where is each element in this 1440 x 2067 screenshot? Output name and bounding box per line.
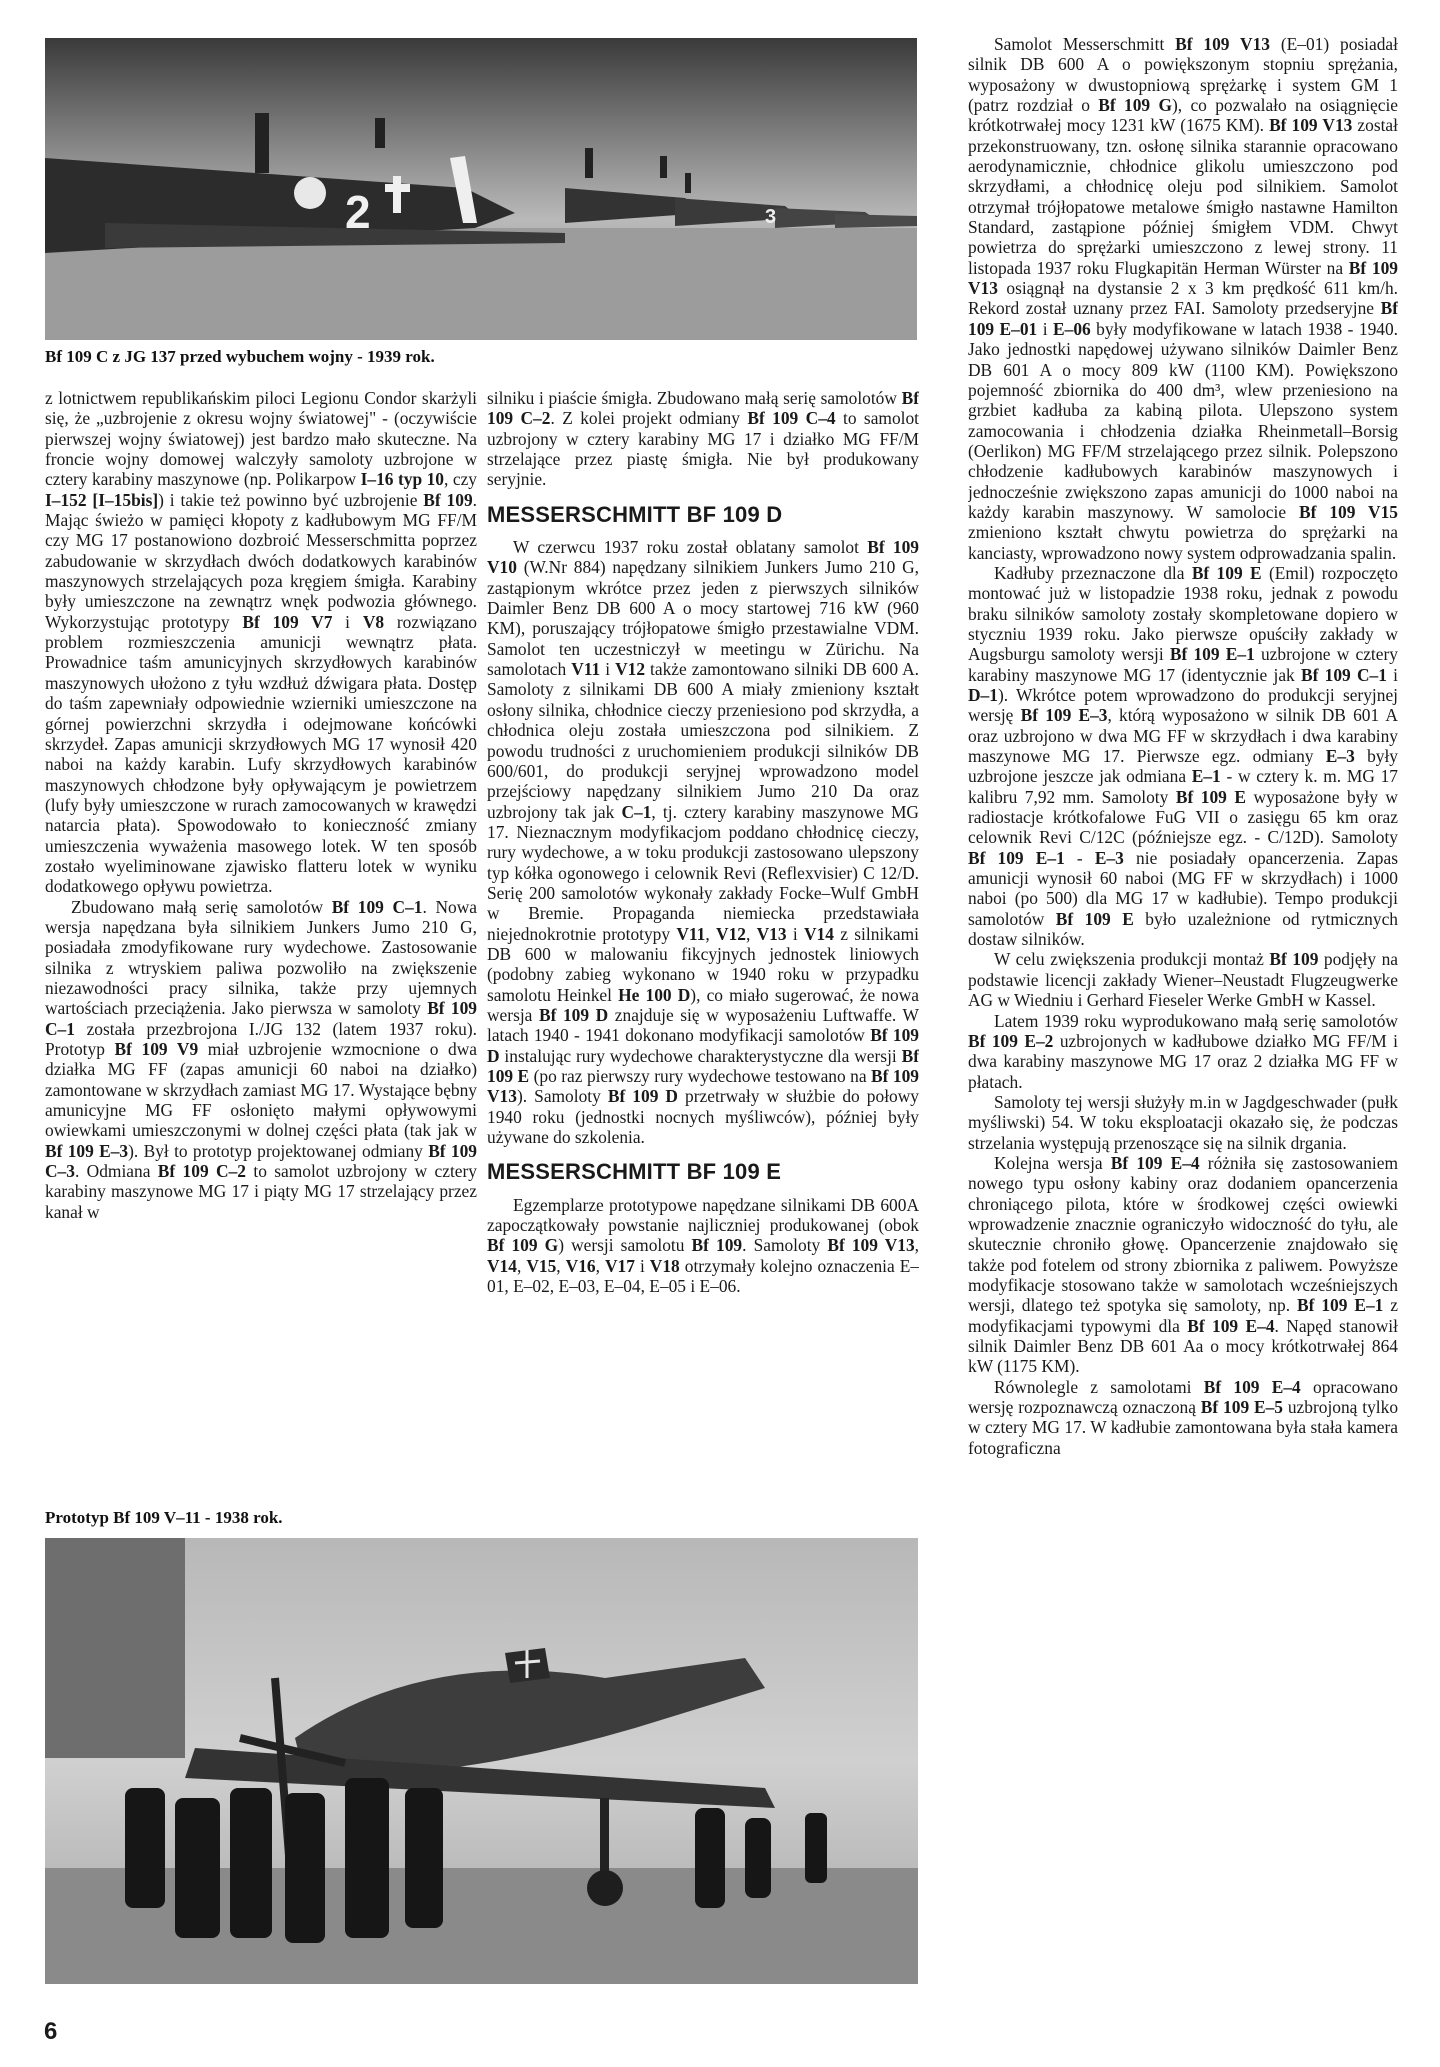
bold-term: Bf 109 C–2 [157, 1161, 246, 1182]
bold-term: Bf 109 E–4 [1187, 1315, 1275, 1336]
bold-term: Bf 109 C–1 [331, 896, 423, 917]
bold-term: Bf 109 C–3 [45, 1140, 477, 1182]
bold-term: Bf 109 D [607, 1086, 678, 1107]
bold-term: V14 [804, 923, 834, 944]
bold-term: Bf 109 E [1191, 562, 1262, 583]
bold-term: Bf 109 C–4 [747, 408, 836, 429]
bold-term: V11 [571, 659, 601, 680]
bold-term: V16 [565, 1255, 596, 1276]
bold-term: E–3 [1325, 746, 1355, 767]
paragraph: Kolejna wersja Bf 109 E–4 różniła się zastosowaniem nowego typu osłony kabiny oraz dodaniem opancerzenia chroniącego pilota, które w środkowej części owiewki wprowadzenie znacznie ograniczyło widoczność do tyłu, ale skutecznie chroniło głowę. Opancerzenie znajdowało się także pod fotelem od strony zbiornika z paliwem. Powyższe modyfikacje stosowano także w samolotach wcześniejszych wersji, dlatego też spotyka się samoloty, np. Bf 109 E–1 z modyfikacjami typowymi dla Bf 109 E–4. Napęd stanowił silnik Daimler Benz DB 601 Aa o mocy krótkotrwałej 864 kW (1175 KM). [968, 1152, 1398, 1377]
bold-term: V15 [526, 1255, 557, 1276]
bold-term: Bf 109 [691, 1235, 743, 1256]
section-heading-bf109d: MESSERSCHMITT BF 109 D [487, 501, 783, 527]
text-column-2 [487, 388, 919, 1514]
paragraph: Egzemplarze prototypowe napędzane silnikami DB 600A zapoczątkowały powstanie najliczniej produkowanej (obok Bf 109 G) wersji samolotu Bf 109. Samoloty Bf 109 V13, V14, V15, V16, V17 i V18 otrzymały kolejno oznaczenia E–01, E–02, E–03, E–04, E–05 i E–06. [487, 1194, 919, 1297]
bold-term: V12 [716, 923, 746, 944]
bold-term: Bf 109 V13 [968, 257, 1398, 299]
bold-term: Bf 109 E–3 [1020, 705, 1108, 726]
bold-term: Bf 109 V9 [114, 1039, 199, 1059]
bold-term: Bf 109 E–2 [968, 1030, 1054, 1051]
paragraph: Zbudowano małą serię samolotów Bf 109 C–1. Nowa wersja napędzana była silnikiem Junkers Jumo 210 G, posiadała zmodyfikowane rury wydechowe. Zastosowanie silnika z wtryskiem paliwa pozwoliło na zwiększenie niezawodności pracy silnika, także przy ujemnych wartościach przeciążenia. Jako pierwsza w samoloty Bf 109 C–1 została przezbrojona I./JG 132 (latem 1937 roku). Prototyp Bf 109 V9 miał uzbrojenie wzmocnione o dwa działka MG FF (zapas amunicji 60 naboi na działko) zamontowane w skrzydłach zamiast MG 17. Wystające bębny amunicyjne MG FF osłonięto małymi opływowymi owiewkami umieszczonymi w dolnej części płata (tak jak w Bf 109 E–3). Był to prototyp projektowanej odmiany Bf 109 C–3. Odmiana Bf 109 C–2 to samolot uzbrojony w cztery karabiny maszynowe MG 17 i piąty MG 17 strzelający przez kanał w [45, 896, 477, 1222]
svg-text:3: 3 [765, 206, 777, 228]
text-column-3 [968, 34, 1398, 2034]
bold-term: Bf 109 [423, 489, 473, 510]
bold-term: Bf 109 E [487, 1045, 919, 1086]
bold-term: Bf 109 V10 [487, 537, 919, 578]
bold-term: E–3 [1094, 847, 1124, 868]
paragraph: Latem 1939 roku wyprodukowano małą serię samolotów Bf 109 E–2 uzbrojonych w kadłubowe działko MG FF/M i dwa karabiny maszynowe MG 17 oraz 2 działka MG FF w płatach. [968, 1010, 1398, 1092]
bold-term: Bf 109 E–1 [968, 847, 1065, 868]
bold-term: Bf 109 D [538, 1004, 609, 1025]
bold-term: Bf 109 V13 [1175, 34, 1270, 54]
paragraph: W czerwcu 1937 roku został oblatany samolot Bf 109 V10 (W.Nr 884) napędzany silnikiem Junkers Jumo 210 G, zastąpionym wkrótce przez jeden z pierwszych silników Daimler Benz DB 600 A o mocy startowej 716 kW (960 KM), poruszający trójłopatowe śmigło przestawialne VDM. Samolot ten uczestniczył w meetingu w Zürichu. Na samolotach V11 i V12 także zamontowano silniki DB 600 A. Samoloty z silnikami DB 600 A miały zmieniony kształt osłony silnika, chłodnice cieczy przeniesiono pod skrzydła, a chłodnica oleju została umieszczona pod silnikiem. Z powodu trudności z uruchomieniem produkcji silników DB 600/601, do produkcji seryjnej wprowadzono model przejściowy napędzany silnikiem Jumo 210 Da oraz uzbrojony tak jak C–1, tj. cztery karabiny maszynowe MG 17. Nieznacznym modyfikacjom poddano chłodnicę cieczy, rury wydechowe, a w toku produkcji zastosowano ulepszony typ kółka ogonowego i celownik Revi (Reflexvisier) C 12/D. Serię 200 samolotów wykonały zakłady Focke–Wulf GmbH w Bremie. Propaganda niemiecka przedstawiała niejednokrotnie prototypy V11, V12, V13 i V14 z silnikami DB 600 w malowaniu fikcyjnych jednostek liniowych (podobny zabieg wykonano w 1940 roku w przypadku samolotu Heinkel He 100 D), co miało sugerować, że nowa wersja Bf 109 D znajduje się w wyposażeniu Luftwaffe. W latach 1940 - 1941 dokonano modyfikacji samolotów Bf 109 D instalując rury wydechowe charakterystyczne dla wersji Bf 109 E (po raz pierwszy rury wydechowe testowano na Bf 109 V13). Samoloty Bf 109 D przetrwały w służbie do połowy 1940 roku (jednostki nocnych myśliwców), później były używane do szkolenia. [487, 537, 919, 1148]
bold-term: Bf 109 V13 [1269, 115, 1353, 136]
bold-term: Bf 109 E–1 [1297, 1295, 1384, 1316]
bold-term: Bf 109 G [1098, 95, 1172, 116]
bold-term: I–16 typ 10 [360, 469, 445, 490]
paragraph: silniku i piaście śmigła. Zbudowano małą serię samolotów Bf 109 C–2. Z kolei projekt odmiany Bf 109 C–4 to samolot uzbrojony w cztery karabiny MG 17 i działko MG FF/M strzelające przez piastę śmigła. Nie był produkowany seryjnie. [487, 388, 919, 490]
photo-bf109-v11-illustration [45, 1538, 918, 1984]
paragraph: z lotnictwem republikańskim piloci Legionu Condor skarżyli się, że „uzbrojenie z okresu wojny światowej" - (oczywiście pierwszej wojny światowej) jest bardzo mało skuteczne. Na froncie wojny domowej walczyły samoloty uzbrojone w cztery karabiny maszynowe (np. Polikarpow I–16 typ 10, czy I–152 [I–15bis]) i takie też powinno być uzbrojenie Bf 109. Mając świeżo w pamięci kłopoty z kadłubowym MG FF/M czy MG 17 postanowiono dozbroić Messerschmitta poprzez zabudowanie w skrzydłach dwóch dodatkowych karabinów maszynowych strzelających poza kręgiem śmigła. Karabiny były umieszczone na zewnątrz wnęk podwozia głównego. Wykorzystując prototypy Bf 109 V7 i V8 rozwiązano problem rozmieszczenia amunicji wewnątrz płata. Prowadnice taśm amunicyjnych skrzydłowych karabinów maszynowych ułożono z tyłu wzdłuż dźwigara płata. Dostęp do taśm zapewniały odpowiednie wzierniki umieszczone na górnej powierzchni skrzydła i odejmowane końcówki skrzydeł. Zapas amunicji skrzydłowych MG 17 wynosił 420 naboi na każdy karabin. Lufy skrzydłowych karabinów maszynowych chłodzone były opływającym je powietrzem (lufy były umieszczone w rurach zamocowanych w krawędzi natarcia płata). Spowodowało to konieczność zmiany umieszczenia wyważenia masowego lotek. W ten sposób zostało wyeliminowane zjawisko flatteru lotek w wyniku dodatkowego opływu powietrza. [45, 388, 477, 897]
section-heading-bf109e: MESSERSCHMITT BF 109 E [487, 1159, 782, 1185]
bold-term: Bf 109 V7 [242, 611, 333, 632]
bold-term: Bf 109 V15 [1298, 501, 1398, 522]
bold-term: Bf 109 V13 [487, 1066, 919, 1107]
paragraph: Kadłuby przeznaczone dla Bf 109 E (Emil) rozpoczęto montować już w listopadzie 1938 roku, jednak z powodu braku silników samoloty zostały skompletowane dopiero w styczniu 1939 roku. Jako pierwsze opuściły zakłady w Augsburgu samoloty wersji Bf 109 E–1 uzbrojone w cztery karabiny maszynowe MG 17 (identycznie jak Bf 109 C–1 i D–1). Wkrótce potem wprowadzono do produkcji seryjnej wersję Bf 109 E–3, którą wyposażono w silnik DB 601 A oraz uzbrojono w dwa MG FF w skrzydłach i dwa karabiny maszynowe MG 17. Pierwsze egz. odmiany E–3 były uzbrojone jeszcze jak odmiana E–1 - w cztery k. m. MG 17 kalibru 7,92 mm. Samoloty Bf 109 E wyposażone były w radiostacje krótkofalowe FuG VII o zasięgu 65 km oraz celownik Revi C/12C (późniejsze egz. - C/12D). Samoloty Bf 109 E–1 - E–3 nie posiadały opancerzenia. Zapas amunicji wynosił 60 naboi (MG FF w skrzydłach) i 1000 naboi (po 500) dla MG 17 w kadłubie). Tempo produkcji samolotów Bf 109 E było uzależnione od rytmicznych dostaw silników. [968, 562, 1398, 950]
bold-term: Bf 109 E–01 [968, 298, 1398, 339]
text-column-1 [45, 388, 477, 1498]
photo-bf109c-airfield [45, 38, 917, 340]
bold-term: V18 [649, 1255, 680, 1276]
bold-term: I–152 [I–15bis] [45, 489, 159, 510]
bold-term: Bf 109 E–3 [45, 1140, 129, 1161]
photo-caption-top: Bf 109 C z JG 137 przed wybuchem wojny - 1939 rok. [45, 347, 435, 366]
bold-term: V8 [362, 611, 385, 632]
bold-term: Bf 109 C–1 [45, 998, 477, 1039]
bold-term: Bf 109 E–1 [1169, 644, 1255, 665]
bold-term: Bf 109 E [1175, 786, 1246, 807]
photo-bf109c-illustration [45, 38, 917, 340]
page-number: 6 [44, 2018, 58, 2045]
bold-term: Bf 109 E–4 [1203, 1376, 1301, 1397]
paragraph: Równolegle z samolotami Bf 109 E–4 opracowano wersję rozpoznawczą oznaczoną Bf 109 E–5 uzbrojoną tylko w cztery MG 17. W kadłubie zamontowana była stała kamera fotograficzna [968, 1376, 1398, 1458]
bold-term: Bf 109 E [1055, 908, 1134, 929]
bold-term: Bf 109 C–2 [487, 388, 919, 429]
bold-term: V17 [604, 1255, 635, 1276]
bold-term: Bf 109 E–4 [1110, 1152, 1200, 1173]
bold-term: Bf 109 G [487, 1235, 559, 1256]
bold-term: E–1 [1191, 766, 1221, 787]
paragraph: Samoloty tej wersji służyły m.in w Jagdgeschwader (pułk myśliwski) 54. W toku eksploatacji okazało się, że podczas strzelania występują przenoszące się na silnik drgania. [968, 1091, 1398, 1153]
photo-bf109-v11-ground-crew [45, 1538, 918, 1984]
bold-term: V14 [487, 1255, 517, 1276]
bold-term: C–1 [621, 801, 652, 822]
photo-caption-bottom: Prototyp Bf 109 V–11 - 1938 rok. [45, 1508, 283, 1527]
bold-term: Bf 109 D [487, 1025, 919, 1066]
bold-term: He 100 D [618, 984, 691, 1005]
paragraph: Samolot Messerschmitt Bf 109 V13 (E–01) posiadał silnik DB 600 A o powiększonym stopniu sprężania, wyposażony w dwustopniową sprężarkę i system GM 1 (patrz rozdział o Bf 109 G), co pozwalało na osiągnięcie krótkotrwałej mocy 1231 kW (1675 KM). Bf 109 V13 został przekonstruowany, tzn. osłonę silnika starannie opracowano aerodynamicznie, chłodnice glikolu umieszczono pod skrzydłami, a chłodnicę oleju pod silnikiem. Samolot otrzymał trójłopatowe metalowe śmigło nastawne Hamilton Standard, zastąpione później śmigłem VDM. Chwyt powietrza do sprężarki umieszczono z lewej strony. 11 listopada 1937 roku Flugkapitän Herman Würster na Bf 109 V13 osiągnął na dystansie 2 x 3 km prędkość 611 km/h. Rekord został uznany przez FAI. Samoloty przedseryjne Bf 109 E–01 i E–06 były modyfikowane w latach 1938 - 1940. Jako jednostki napędowej używano silników Daimler Benz DB 601 A o mocy 809 kW (1100 KM). Powiększono pojemność zbiornika do 400 dm³, wlew przeniesiono na grzbiet kadłuba za kabiną pilota. Ulepszono system zamocowania i chłodzenia działka Rheinmetall–Borsig (Oerlikon) MG FF/M strzelającego przez silnik. Polepszono chłodzenie kadłubowych karabinów maszynowych i jednocześnie zwiększono zapas amunicji do 1000 naboi na każdy karabin maszynowy. W samolocie Bf 109 V15 zmieniono kształt chwytu powietrza do sprężarki na kanciasty, wprowadzono nowy system odprowadzania spalin. [968, 34, 1398, 563]
bold-term: Bf 109 E–5 [1200, 1397, 1283, 1418]
bold-term: V11 [676, 923, 706, 944]
paragraph: W celu zwiększenia produkcji montaż Bf 109 podjęły na podstawie licencji zakłady Wiener–Neustadt Flugzeugwerke AG w Wiedniu i Gerhard Fieseler Werke GmbH w Kassel. [968, 949, 1398, 1011]
bold-term: Bf 109 C–1 [1301, 664, 1387, 685]
bold-term: V13 [756, 923, 787, 944]
bold-term: Bf 109 V13 [827, 1235, 915, 1256]
bold-term: V12 [615, 659, 646, 680]
svg-text:2: 2 [345, 186, 371, 238]
bold-term: D–1 [968, 685, 998, 705]
bold-term: Bf 109 [1269, 949, 1319, 970]
bold-term: E–06 [1053, 318, 1091, 339]
